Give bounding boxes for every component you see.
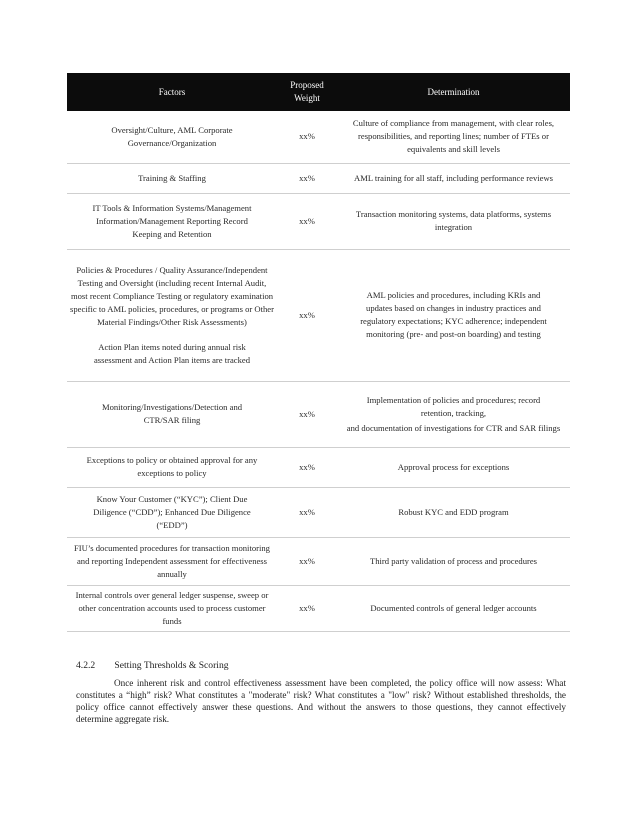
factor-cell: Training & Staffing — [67, 163, 277, 193]
table-row — [67, 193, 570, 249]
determination-text: Implementation of policies and procedures; record retention, tracking, — [366, 394, 541, 418]
section-heading — [76, 660, 229, 671]
determination-cell: Culture of compliance from management, with clear roles, responsibilities, and reporting lines; number of FTEs or equivalents and skill levels — [337, 111, 570, 163]
determination-cell: AML policies and procedures, including KRIs and updates based on changes in industry practices and regulatory expectations; KYC adherence; independent monitoring (pre- and post-on boarding) and testing — [337, 249, 570, 381]
determination-cell: Transaction monitoring systems, data platforms, systems integration — [337, 193, 570, 249]
factor-cell — [67, 249, 277, 381]
weight-cell: xx% — [277, 249, 337, 381]
header-determination: Determination — [337, 73, 570, 111]
factor-cell: IT Tools & Information Systems/Management Information/Management Reporting Record Keeping and Retention — [67, 193, 277, 249]
determination-cell: Third party validation of process and procedures — [337, 537, 570, 585]
weight-cell: xx% — [277, 193, 337, 249]
table-row — [67, 163, 570, 193]
table-row — [67, 249, 570, 381]
table-row — [67, 447, 570, 487]
body-paragraph: Once inherent risk and control effectiveness assessment have been completed, the policy office will now assess: What constitutes a “high” risk? What constitutes a "moderate" risk? What constitutes a "low" risk? Without established thresholds, the policy office cannot effectively answer these questions. And without the answers to those questions, they cannot effectively determine aggregate risk. — [76, 678, 566, 724]
section-title: Setting Thresholds & Scoring — [114, 660, 229, 671]
factors-table-container — [67, 73, 570, 632]
header-factors: Factors — [67, 73, 277, 111]
factor-cell: Oversight/Culture, AML Corporate Governance/Organization — [67, 111, 277, 163]
factor-cell: Exceptions to policy or obtained approval for any exceptions to policy — [67, 447, 277, 487]
determination-text-continued: and documentation of investigations for CTR and SAR filings — [346, 422, 561, 433]
determination-cell — [337, 381, 570, 447]
weight-cell: xx% — [277, 111, 337, 163]
weight-cell: xx% — [277, 585, 337, 631]
weight-cell: xx% — [277, 487, 337, 537]
factor-cell: Internal controls over general ledger suspense, sweep or other concentration accounts used to process customer funds — [67, 585, 277, 631]
factor-cell: FIU’s documented procedures for transaction monitoring and reporting Independent assessment for effectiveness annually — [67, 537, 277, 585]
weight-cell: xx% — [277, 447, 337, 487]
weight-cell: xx% — [277, 163, 337, 193]
factor-cell: Monitoring/Investigations/Detection and CTR/SAR filing — [67, 381, 277, 447]
table-row — [67, 537, 570, 585]
section-number: 4.2.2 — [76, 660, 96, 671]
factor-text: Policies & Procedures / Quality Assurance/Independent Testing and Oversight (including recent Internal Audit, most recent Compliance Testing or regulatory examination specific to AML policies, procedures, or programs or Other Material Findings/Other Risk Assessments) — [70, 264, 274, 327]
weight-cell: xx% — [277, 537, 337, 585]
table-row — [67, 381, 570, 447]
table-row — [67, 487, 570, 537]
determination-cell: Robust KYC and EDD program — [337, 487, 570, 537]
factors-table — [67, 73, 570, 632]
weight-cell: xx% — [277, 381, 337, 447]
determination-cell: Documented controls of general ledger accounts — [337, 585, 570, 631]
determination-cell: AML training for all staff, including performance reviews — [337, 163, 570, 193]
table-row — [67, 111, 570, 163]
table-header-row — [67, 73, 570, 111]
factor-cell: Know Your Customer (“KYC”); Client Due Diligence (“CDD”); Enhanced Due Diligence (“EDD”) — [67, 487, 277, 537]
determination-cell: Approval process for exceptions — [337, 447, 570, 487]
header-proposed-weight: Proposed Weight — [277, 73, 337, 111]
factor-note: Action Plan items noted during annual risk assessment and Action Plan items are tracked — [93, 341, 251, 365]
table-row — [67, 585, 570, 631]
